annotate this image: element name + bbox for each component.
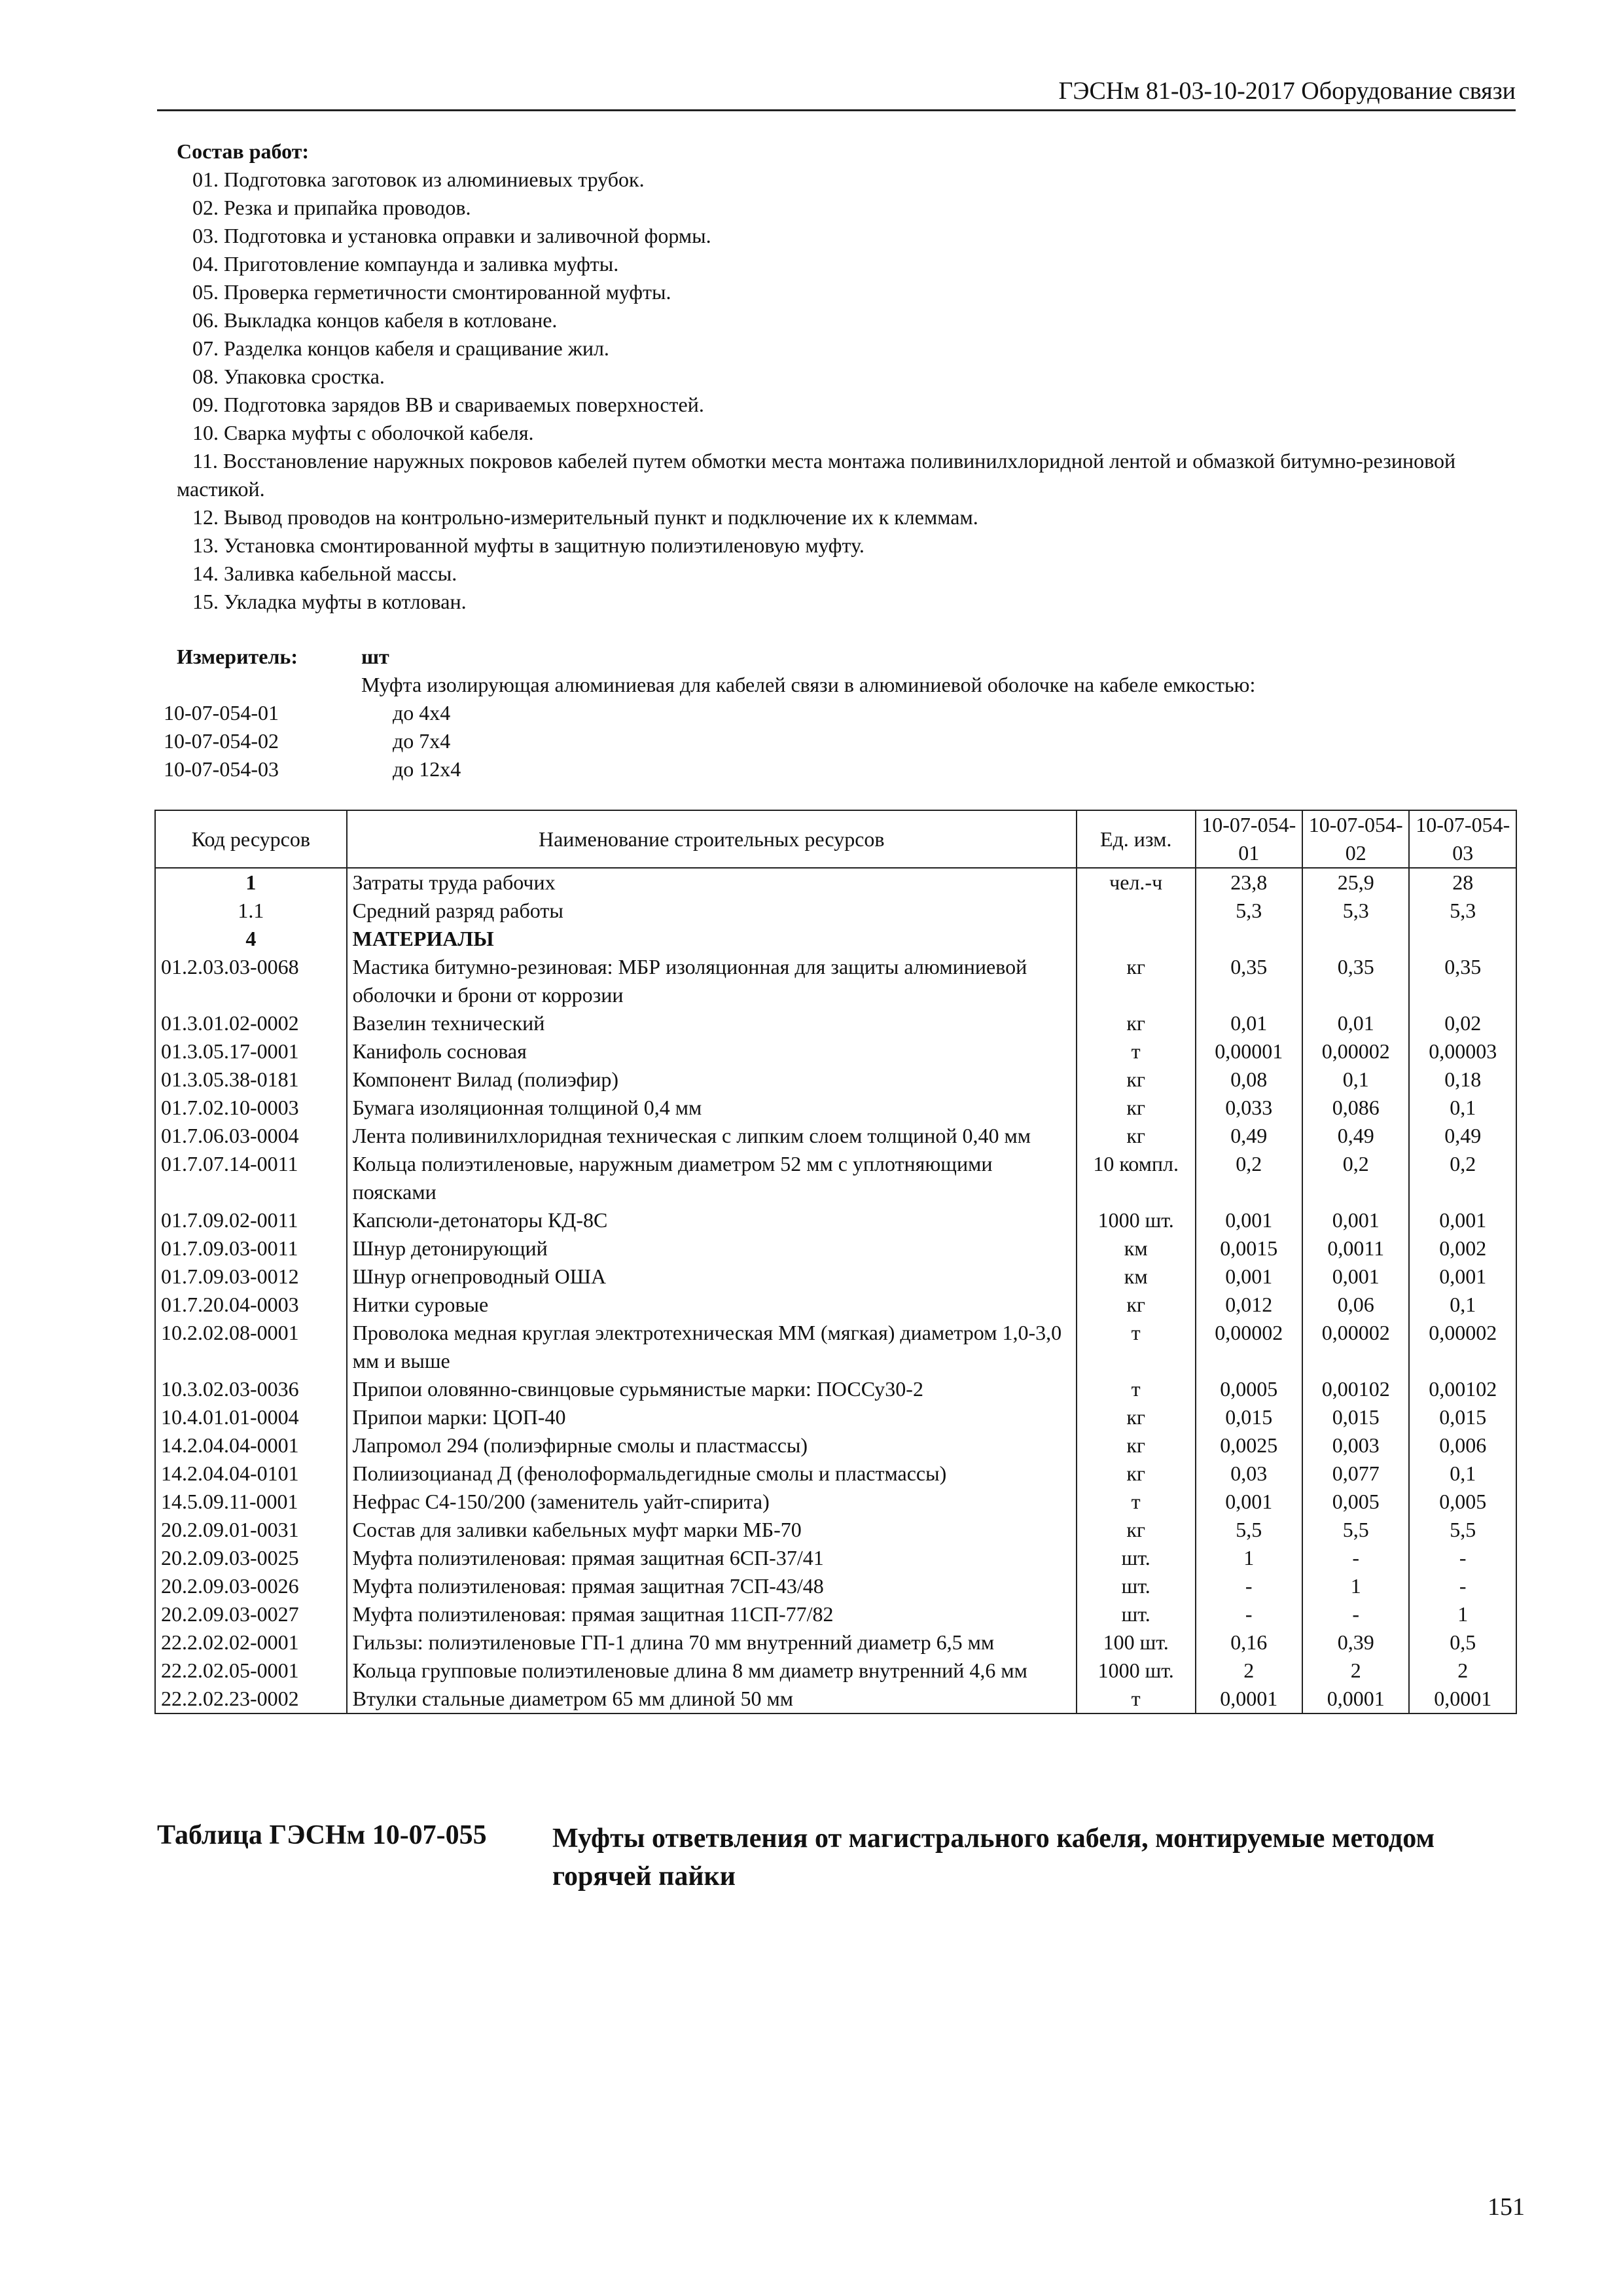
value-cell-v3 xyxy=(1409,925,1516,953)
value-cell-v1: 0,001 xyxy=(1196,1488,1302,1516)
value-cell-v3: 2 xyxy=(1409,1657,1516,1685)
value-cell-v1: 23,8 xyxy=(1196,868,1302,897)
value-cell-v1: 0,033 xyxy=(1196,1094,1302,1122)
unit-cell: кг xyxy=(1077,1403,1196,1431)
code-cell: 01.3.01.02-0002 xyxy=(155,1009,347,1037)
value-cell-v3: 1 xyxy=(1409,1600,1516,1628)
table-row xyxy=(155,1657,1516,1685)
name-cell: МАТЕРИАЛЫ xyxy=(347,925,1077,953)
unit-cell: км xyxy=(1077,1234,1196,1263)
value-cell-v3: 0,35 xyxy=(1409,953,1516,1009)
unit-cell: кг xyxy=(1077,1460,1196,1488)
header-name: Наименование строительных ресурсов xyxy=(347,810,1077,868)
code-cell: 01.7.07.14-0011 xyxy=(155,1150,347,1206)
table-row xyxy=(155,1150,1516,1206)
unit-cell: т xyxy=(1077,1375,1196,1403)
unit-cell: кг xyxy=(1077,1066,1196,1094)
value-cell-v1: 0,012 xyxy=(1196,1291,1302,1319)
value-cell-v2: 1 xyxy=(1302,1572,1409,1600)
table-row xyxy=(155,1600,1516,1628)
table-row xyxy=(155,1319,1516,1375)
value-cell-v3: 0,1 xyxy=(1409,1460,1516,1488)
unit-cell: т xyxy=(1077,1319,1196,1375)
page-header xyxy=(157,73,1516,111)
value-cell-v1: 0,0005 xyxy=(1196,1375,1302,1403)
header-unit: Ед. изм. xyxy=(1077,810,1196,868)
table-row xyxy=(155,897,1516,925)
code-cell: 14.2.04.04-0001 xyxy=(155,1431,347,1460)
unit-cell xyxy=(1077,925,1196,953)
value-cell-v2: 0,2 xyxy=(1302,1150,1409,1206)
unit-cell: 100 шт. xyxy=(1077,1628,1196,1657)
value-cell-v1: 0,16 xyxy=(1196,1628,1302,1657)
table-row xyxy=(155,1263,1516,1291)
value-cell-v2: 0,49 xyxy=(1302,1122,1409,1150)
name-cell: Втулки стальные диаметром 65 мм длиной 50 мм xyxy=(347,1685,1077,1713)
name-cell: Лента поливинилхлоридная техническая с липким слоем толщиной 0,40 мм xyxy=(347,1122,1077,1150)
value-cell-v2: 5,5 xyxy=(1302,1516,1409,1544)
work-item: 14. Заливка кабельной массы. xyxy=(192,562,457,585)
value-cell-v2: 0,06 xyxy=(1302,1291,1409,1319)
value-cell-v3: 0,1 xyxy=(1409,1094,1516,1122)
name-cell: Состав для заливки кабельных муфт марки МБ-70 xyxy=(347,1516,1077,1544)
value-cell-v2: 0,0001 xyxy=(1302,1685,1409,1713)
value-cell-v2: 0,015 xyxy=(1302,1403,1409,1431)
table-row xyxy=(155,1375,1516,1403)
header-code: Код ресурсов xyxy=(155,810,347,868)
meter-unit: шт xyxy=(361,645,389,668)
value-cell-v2: 0,00002 xyxy=(1302,1037,1409,1066)
value-cell-v1: 0,00001 xyxy=(1196,1037,1302,1066)
unit-cell: т xyxy=(1077,1037,1196,1066)
name-cell: Муфта полиэтиленовая: прямая защитная 7СП-43/48 xyxy=(347,1572,1077,1600)
name-cell: Муфта полиэтиленовая: прямая защитная 6СП-37/41 xyxy=(347,1544,1077,1572)
unit-cell: кг xyxy=(1077,1009,1196,1037)
code-cell: 01.7.02.10-0003 xyxy=(155,1094,347,1122)
name-cell: Канифоль сосновая xyxy=(347,1037,1077,1066)
work-item: 13. Установка смонтированной муфты в защитную полиэтиленовую муфту. xyxy=(192,533,865,557)
value-cell-v2: - xyxy=(1302,1544,1409,1572)
value-cell-v2: 0,001 xyxy=(1302,1263,1409,1291)
value-cell-v1: 2 xyxy=(1196,1657,1302,1685)
value-cell-v3: 0,2 xyxy=(1409,1150,1516,1206)
value-cell-v2: 0,086 xyxy=(1302,1094,1409,1122)
table-row xyxy=(155,1009,1516,1037)
value-cell-v1: 0,03 xyxy=(1196,1460,1302,1488)
code-cell: 20.2.09.03-0025 xyxy=(155,1544,347,1572)
value-cell-v1: 1 xyxy=(1196,1544,1302,1572)
work-item: 06. Выкладка концов кабеля в котловане. xyxy=(192,308,558,332)
table-row xyxy=(155,953,1516,1009)
value-cell-v3: 0,001 xyxy=(1409,1206,1516,1234)
table-row xyxy=(155,1488,1516,1516)
name-cell: Шнур огнепроводный ОША xyxy=(347,1263,1077,1291)
code-cell: 1.1 xyxy=(155,897,347,925)
table-row xyxy=(155,1403,1516,1431)
unit-cell: кг xyxy=(1077,1094,1196,1122)
value-cell-v3: 0,005 xyxy=(1409,1488,1516,1516)
table-row xyxy=(155,868,1516,897)
table-row xyxy=(155,1206,1516,1234)
unit-cell: кг xyxy=(1077,1122,1196,1150)
table-row xyxy=(155,1037,1516,1066)
value-cell-v1: 0,0015 xyxy=(1196,1234,1302,1263)
name-cell: Затраты труда рабочих xyxy=(347,868,1077,897)
unit-cell: кг xyxy=(1077,953,1196,1009)
variant-code: 10-07-054-03 xyxy=(164,757,279,781)
name-cell: Припои марки: ЦОП-40 xyxy=(347,1403,1077,1431)
unit-cell: кг xyxy=(1077,1291,1196,1319)
header-v3: 10-07-054-03 xyxy=(1409,810,1516,868)
value-cell-v3: 0,002 xyxy=(1409,1234,1516,1263)
value-cell-v1: 0,08 xyxy=(1196,1066,1302,1094)
name-cell: Муфта полиэтиленовая: прямая защитная 11СП-77/82 xyxy=(347,1600,1077,1628)
table-row xyxy=(155,1628,1516,1657)
value-cell-v3: 0,49 xyxy=(1409,1122,1516,1150)
code-cell: 01.7.09.02-0011 xyxy=(155,1206,347,1234)
unit-cell: кг xyxy=(1077,1431,1196,1460)
work-item: 04. Приготовление компаунда и заливка муфты. xyxy=(192,252,619,276)
table-row xyxy=(155,1234,1516,1263)
code-cell: 10.2.02.08-0001 xyxy=(155,1319,347,1375)
table-row xyxy=(155,1544,1516,1572)
header-v2: 10-07-054-02 xyxy=(1302,810,1409,868)
value-cell-v2: 0,39 xyxy=(1302,1628,1409,1657)
code-cell: 20.2.09.03-0026 xyxy=(155,1572,347,1600)
value-cell-v3: - xyxy=(1409,1544,1516,1572)
code-cell: 20.2.09.01-0031 xyxy=(155,1516,347,1544)
work-item: 01. Подготовка заготовок из алюминиевых трубок. xyxy=(192,168,645,191)
table-row xyxy=(155,1516,1516,1544)
value-cell-v1: 0,01 xyxy=(1196,1009,1302,1037)
value-cell-v2: 0,077 xyxy=(1302,1460,1409,1488)
unit-cell: 1000 шт. xyxy=(1077,1206,1196,1234)
name-cell: Проволока медная круглая электротехническая ММ (мягкая) диаметром 1,0-3,0 мм и выше xyxy=(347,1319,1077,1375)
value-cell-v2: 25,9 xyxy=(1302,868,1409,897)
name-cell: Гильзы: полиэтиленовые ГП-1 длина 70 мм внутренний диаметр 6,5 мм xyxy=(347,1628,1077,1657)
work-composition xyxy=(177,137,1518,616)
name-cell: Кольца групповые полиэтиленовые длина 8 мм диаметр внутренний 4,6 мм xyxy=(347,1657,1077,1685)
page-number: 151 xyxy=(1488,2193,1525,2221)
value-cell-v1: 0,001 xyxy=(1196,1263,1302,1291)
unit-cell xyxy=(1077,897,1196,925)
table-row xyxy=(155,1291,1516,1319)
value-cell-v3: 0,00003 xyxy=(1409,1037,1516,1066)
meter-label: Измеритель: xyxy=(177,645,298,668)
value-cell-v2: 5,3 xyxy=(1302,897,1409,925)
name-cell: Бумага изоляционная толщиной 0,4 мм xyxy=(347,1094,1077,1122)
code-cell: 14.2.04.04-0101 xyxy=(155,1460,347,1488)
unit-cell: 10 компл. xyxy=(1077,1150,1196,1206)
value-cell-v3: 0,02 xyxy=(1409,1009,1516,1037)
code-cell: 1 xyxy=(155,868,347,897)
table-row xyxy=(155,1572,1516,1600)
code-cell: 10.4.01.01-0004 xyxy=(155,1403,347,1431)
work-item: 12. Вывод проводов на контрольно-измерительный пункт и подключение их к клеммам. xyxy=(192,505,978,529)
value-cell-v2: 0,00002 xyxy=(1302,1319,1409,1375)
value-cell-v2: 0,1 xyxy=(1302,1066,1409,1094)
name-cell: Капсюли-детонаторы КД-8С xyxy=(347,1206,1077,1234)
meter-description: Муфта изолирующая алюминиевая для кабелей связи в алюминиевой оболочке на кабеле емкостью: xyxy=(361,673,1256,696)
value-cell-v1: 0,001 xyxy=(1196,1206,1302,1234)
value-cell-v3: 0,18 xyxy=(1409,1066,1516,1094)
work-item: 15. Укладка муфты в котлован. xyxy=(192,590,467,613)
code-cell: 14.5.09.11-0001 xyxy=(155,1488,347,1516)
value-cell-v2 xyxy=(1302,925,1409,953)
code-cell: 10.3.02.03-0036 xyxy=(155,1375,347,1403)
table-row xyxy=(155,925,1516,953)
value-cell-v3: 5,5 xyxy=(1409,1516,1516,1544)
unit-cell: чел.-ч xyxy=(1077,868,1196,897)
work-item: 08. Упаковка сростка. xyxy=(192,365,385,388)
work-item: 09. Подготовка зарядов ВВ и свариваемых поверхностей. xyxy=(192,393,704,416)
value-cell-v1: 0,0001 xyxy=(1196,1685,1302,1713)
value-cell-v3: 0,1 xyxy=(1409,1291,1516,1319)
value-cell-v3: 5,3 xyxy=(1409,897,1516,925)
code-cell: 01.7.09.03-0011 xyxy=(155,1234,347,1263)
code-cell: 01.7.09.03-0012 xyxy=(155,1263,347,1291)
table-row xyxy=(155,1431,1516,1460)
value-cell-v3: - xyxy=(1409,1572,1516,1600)
resources-table xyxy=(154,810,1517,1714)
work-composition-title: Состав работ: xyxy=(177,139,310,163)
meter-section xyxy=(157,643,1518,783)
value-cell-v1: 0,0025 xyxy=(1196,1431,1302,1460)
value-cell-v3: 0,00102 xyxy=(1409,1375,1516,1403)
value-cell-v3: 0,001 xyxy=(1409,1263,1516,1291)
work-item: 11. Восстановление наружных покровов кабелей путем обмотки места монтажа поливинилхлоридной лентой и обмазкой битумно-резиновой мастикой. xyxy=(177,449,1456,501)
value-cell-v2: 0,001 xyxy=(1302,1206,1409,1234)
value-cell-v1: 0,35 xyxy=(1196,953,1302,1009)
variant-code: 10-07-054-01 xyxy=(164,701,279,725)
name-cell: Мастика битумно-резиновая: МБР изоляционная для защиты алюминиевой оболочки и брони от коррозии xyxy=(347,953,1077,1009)
value-cell-v2: 0,00102 xyxy=(1302,1375,1409,1403)
value-cell-v2: - xyxy=(1302,1600,1409,1628)
unit-cell: 1000 шт. xyxy=(1077,1657,1196,1685)
variant-size: до 12х4 xyxy=(393,757,461,781)
table-row xyxy=(155,1066,1516,1094)
code-cell: 22.2.02.23-0002 xyxy=(155,1685,347,1713)
work-item: 02. Резка и припайка проводов. xyxy=(192,196,471,219)
value-cell-v1: 5,5 xyxy=(1196,1516,1302,1544)
header-v1: 10-07-054-01 xyxy=(1196,810,1302,868)
name-cell: Вазелин технический xyxy=(347,1009,1077,1037)
variant-code: 10-07-054-02 xyxy=(164,729,279,753)
name-cell: Полиизоцианад Д (фенолоформальдегидные смолы и пластмассы) xyxy=(347,1460,1077,1488)
value-cell-v2: 2 xyxy=(1302,1657,1409,1685)
code-cell: 01.7.20.04-0003 xyxy=(155,1291,347,1319)
meter-variant xyxy=(157,699,1518,727)
name-cell: Припои оловянно-свинцовые сурьмянистые марки: ПОССу30-2 xyxy=(347,1375,1077,1403)
variant-size: до 7х4 xyxy=(393,729,451,753)
value-cell-v3: 0,5 xyxy=(1409,1628,1516,1657)
code-cell: 01.7.06.03-0004 xyxy=(155,1122,347,1150)
work-item: 07. Разделка концов кабеля и сращивание жил. xyxy=(192,336,609,360)
value-cell-v1: 0,015 xyxy=(1196,1403,1302,1431)
value-cell-v3: 0,015 xyxy=(1409,1403,1516,1431)
value-cell-v2: 0,003 xyxy=(1302,1431,1409,1460)
table-row xyxy=(155,1460,1516,1488)
code-cell: 01.2.03.03-0068 xyxy=(155,953,347,1009)
value-cell-v1 xyxy=(1196,925,1302,953)
name-cell: Компонент Вилад (полиэфир) xyxy=(347,1066,1077,1094)
value-cell-v1: 0,00002 xyxy=(1196,1319,1302,1375)
next-table-name: Муфты ответвления от магистрального кабеля, монтируемые методом горячей пайки xyxy=(552,1823,1435,1892)
meter-variant xyxy=(157,755,1518,783)
code-cell: 01.3.05.38-0181 xyxy=(155,1066,347,1094)
code-cell: 20.2.09.03-0027 xyxy=(155,1600,347,1628)
unit-cell: т xyxy=(1077,1685,1196,1713)
name-cell: Нефрас С4-150/200 (заменитель уайт-спирита) xyxy=(347,1488,1077,1516)
value-cell-v1: - xyxy=(1196,1572,1302,1600)
value-cell-v3: 0,0001 xyxy=(1409,1685,1516,1713)
value-cell-v2: 0,35 xyxy=(1302,953,1409,1009)
variant-size: до 4х4 xyxy=(393,701,451,725)
value-cell-v2: 0,005 xyxy=(1302,1488,1409,1516)
work-list xyxy=(177,166,1518,616)
table-row xyxy=(155,1122,1516,1150)
work-item: 05. Проверка герметичности смонтированной муфты. xyxy=(192,280,671,304)
name-cell: Шнур детонирующий xyxy=(347,1234,1077,1263)
name-cell: Кольца полиэтиленовые, наружным диаметром 52 мм с уплотняющими поясками xyxy=(347,1150,1077,1206)
work-item: 03. Подготовка и установка оправки и заливочной формы. xyxy=(192,224,711,247)
value-cell-v1: 0,2 xyxy=(1196,1150,1302,1206)
value-cell-v3: 0,00002 xyxy=(1409,1319,1516,1375)
value-cell-v3: 28 xyxy=(1409,868,1516,897)
header-title: ГЭСНм 81-03-10-2017 Оборудование связи xyxy=(1058,77,1516,105)
next-table-code: Таблица ГЭСНм 10-07-055 xyxy=(157,1820,487,1850)
table-row xyxy=(155,1685,1516,1713)
name-cell: Нитки суровые xyxy=(347,1291,1077,1319)
value-cell-v1: 0,49 xyxy=(1196,1122,1302,1150)
unit-cell: кг xyxy=(1077,1516,1196,1544)
unit-cell: км xyxy=(1077,1263,1196,1291)
unit-cell: шт. xyxy=(1077,1600,1196,1628)
meter-variant xyxy=(157,727,1518,755)
table-row xyxy=(155,1094,1516,1122)
value-cell-v3: 0,006 xyxy=(1409,1431,1516,1460)
name-cell: Средний разряд работы xyxy=(347,897,1077,925)
unit-cell: шт. xyxy=(1077,1544,1196,1572)
value-cell-v2: 0,0011 xyxy=(1302,1234,1409,1263)
code-cell: 22.2.02.05-0001 xyxy=(155,1657,347,1685)
value-cell-v2: 0,01 xyxy=(1302,1009,1409,1037)
code-cell: 22.2.02.02-0001 xyxy=(155,1628,347,1657)
name-cell: Лапромол 294 (полиэфирные смолы и пластмассы) xyxy=(347,1431,1077,1460)
code-cell: 4 xyxy=(155,925,347,953)
value-cell-v1: - xyxy=(1196,1600,1302,1628)
unit-cell: шт. xyxy=(1077,1572,1196,1600)
unit-cell: т xyxy=(1077,1488,1196,1516)
value-cell-v1: 5,3 xyxy=(1196,897,1302,925)
table-header-row xyxy=(155,810,1516,868)
code-cell: 01.3.05.17-0001 xyxy=(155,1037,347,1066)
work-item: 10. Сварка муфты с оболочкой кабеля. xyxy=(192,421,534,444)
